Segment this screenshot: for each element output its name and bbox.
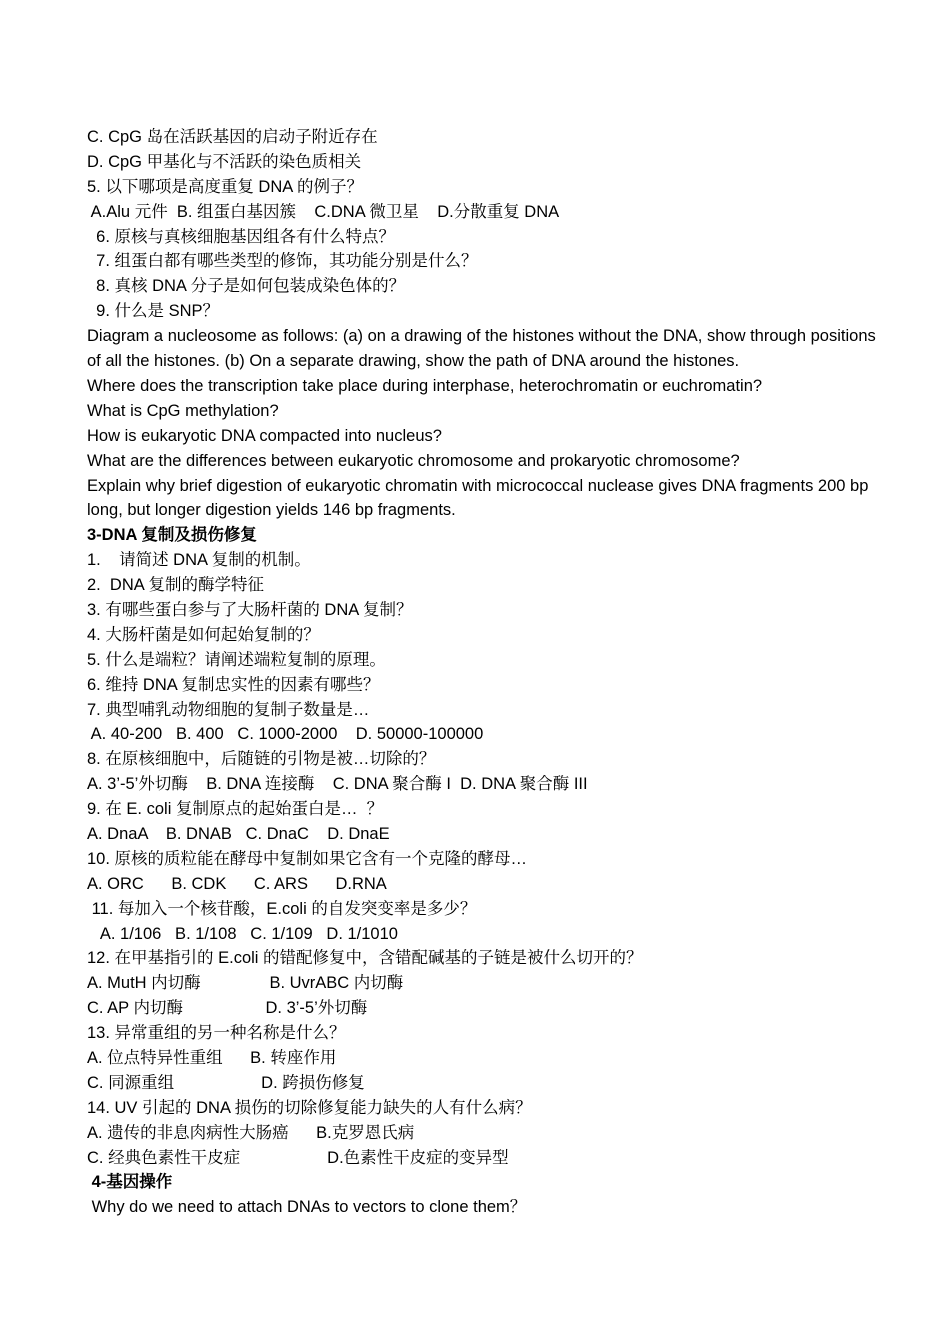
replication-question-2: 2. DNA 复制的酶学特征 xyxy=(87,576,264,595)
replication-question-4: 4. 大肠杆菌是如何起始复制的？ xyxy=(87,625,320,644)
replication-question-11: 11. 每加入一个核苷酸，E.coli 的自发突变率是多少？ xyxy=(87,899,477,918)
replication-question-5: 5. 什么是端粒？请阐述端粒复制的原理。 xyxy=(87,650,386,669)
micrococcal-nuclease-question: Explain why brief digestion of eukaryotic chromatin with micrococcal nuclease gives DNA fragments 200 bp long, but longer digestion yields 146 bp fragments. xyxy=(87,476,869,520)
section-heading-gene-manipulation: 4-基因操作 xyxy=(87,1173,173,1192)
option-c-cpg-island: C. CpG 岛在活跃基因的启动子附近存在 xyxy=(87,128,378,146)
replication-question-14-options-cd: C. 经典色素性干皮症 D.色素性干皮症的变异型 xyxy=(87,1148,509,1167)
replication-question-9-options: A. DnaA B. DNAB C. DnaC D. DnaE xyxy=(87,825,390,843)
section-heading-dna-replication: 3-DNA 复制及损伤修复 xyxy=(87,526,257,545)
question-8: 8. 真核 DNA 分子是如何包装成染色体的？ xyxy=(87,277,406,296)
replication-question-12: 12. 在甲基指引的 E.coli 的错配修复中，含错配碱基的子链是被什么切开的？ xyxy=(87,949,643,968)
vector-cloning-question: Why do we need to attach DNAs to vectors to clone them？ xyxy=(87,1198,527,1217)
replication-question-13: 13. 异常重组的另一种名称是什么？ xyxy=(87,1024,346,1043)
replication-question-10: 10. 原核的质粒能在酵母中复制如果它含有一个克隆的酵母… xyxy=(87,849,528,868)
question-5-options: A.Alu 元件 B. 组蛋白基因簇 C.DNA 微卫星 D.分散重复 DNA xyxy=(87,202,560,221)
replication-question-14: 14. UV 引起的 DNA 损伤的切除修复能力缺失的人有什么病？ xyxy=(87,1098,532,1117)
replication-question-10-options: A. ORC B. CDK C. ARS D.RNA xyxy=(87,874,387,893)
replication-question-3: 3. 有哪些蛋白参与了大肠杆菌的 DNA 复制？ xyxy=(87,600,413,619)
replication-question-11-options: A. 1/106 B. 1/108 C. 1/109 D. 1/1010 xyxy=(87,924,398,943)
replication-question-6: 6. 维持 DNA 复制忠实性的因素有哪些？ xyxy=(87,675,380,694)
question-6: 6. 原核与真核细胞基因组各有什么特点？ xyxy=(87,227,396,246)
transcription-question: Where does the transcription take place during interphase, heterochromatin or euchromatin? xyxy=(87,376,763,395)
replication-question-9: 9. 在 E. coli 复制原点的起始蛋白是… ？ xyxy=(87,800,384,819)
dna-compaction-question: How is eukaryotic DNA compacted into nucleus? xyxy=(87,426,442,445)
replication-question-13-options-ab: A. 位点特异性重组 B. 转座作用 xyxy=(87,1049,337,1068)
replication-question-7-options: A. 40-200 B. 400 C. 1000-2000 D. 50000-100000 xyxy=(87,725,484,744)
question-9: 9. 什么是 SNP？ xyxy=(87,302,220,321)
replication-question-14-options-ab: A. 遗传的非息肉病性大肠癌 B.克罗恩氏病 xyxy=(87,1123,415,1142)
chromosome-differences-question: What are the differences between eukaryotic chromosome and prokaryotic chromosome? xyxy=(87,451,740,470)
replication-question-12-options-cd: C. AP 内切酶 D. 3’-5’外切酶 xyxy=(87,999,368,1018)
replication-question-12-options-ab: A. MutH 内切酶 B. UvrABC 内切酶 xyxy=(87,974,404,993)
option-d-cpg-methylation: D. CpG 甲基化与不活跃的染色质相关 xyxy=(87,152,362,171)
question-7: 7. 组蛋白都有哪些类型的修饰，其功能分别是什么？ xyxy=(87,252,478,271)
nucleosome-diagram-question: Diagram a nucleosome as follows: (a) on a drawing of the histones without the DNA, show through positions of all the histones. (b) On a separate drawing, show the path of DNA around the histones. xyxy=(87,327,876,371)
replication-question-13-options-cd: C. 同源重组 D. 跨损伤修复 xyxy=(87,1073,365,1092)
document-body xyxy=(87,125,877,1220)
replication-question-7: 7. 典型哺乳动物细胞的复制子数量是… xyxy=(87,700,370,719)
replication-question-8: 8. 在原核细胞中，后随链的引物是被…切除的？ xyxy=(87,750,436,769)
replication-question-1: 1. 请简述 DNA 复制的机制。 xyxy=(87,551,311,570)
question-5: 5. 以下哪项是高度重复 DNA 的例子？ xyxy=(87,177,363,196)
cpg-methylation-question: What is CpG methylation? xyxy=(87,401,279,420)
replication-question-8-options: A. 3’-5’外切酶 B. DNA 连接酶 C. DNA 聚合酶 I D. DNA 聚合酶 III xyxy=(87,775,588,794)
